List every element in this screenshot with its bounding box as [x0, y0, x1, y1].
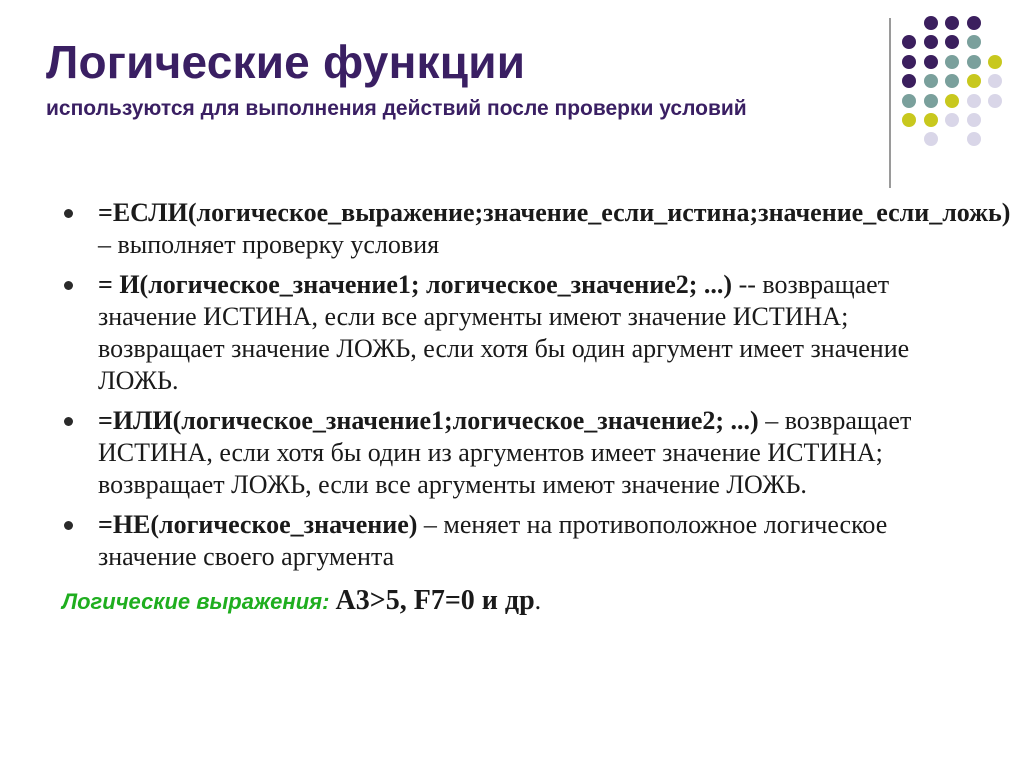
function-list: [62, 197, 1011, 573]
decorative-dot: [945, 74, 959, 88]
decorative-dot: [945, 113, 959, 127]
decorative-dot: [924, 113, 938, 127]
bullet-dot-icon: [64, 209, 73, 218]
note-examples: А3>5, F7=0 и др: [335, 585, 535, 616]
decorative-dot: [967, 55, 981, 69]
bullet-dot-icon: [64, 281, 73, 290]
slide-title: Логические функции: [46, 36, 526, 88]
decorative-dot: [988, 55, 1002, 69]
note-period: .: [534, 586, 542, 615]
decorative-dot: [902, 55, 916, 69]
logical-expressions-note: [62, 585, 962, 618]
slide-body: [62, 197, 1011, 618]
decorative-dot: [967, 35, 981, 49]
decorative-dot: [924, 94, 938, 108]
function-description: – меняет на противоположное логическое значение своего аргумента: [98, 510, 888, 571]
list-item: [62, 269, 962, 397]
decorative-dot: [988, 94, 1002, 108]
decorative-dot: [945, 94, 959, 108]
decorative-dot: [967, 16, 981, 30]
function-description: – возвращает ИСТИНА, если хотя бы один из аргументов имеет значение ИСТИНА; возвращает ЛОЖЬ, если все аргументы имеют значение ЛОЖЬ.: [98, 406, 912, 499]
decorative-dot: [924, 55, 938, 69]
decorative-dot: [902, 94, 916, 108]
note-label: Логические выражения:: [62, 589, 336, 614]
function-formula: =ИЛИ(логическое_значение1;логическое_значение2; ...): [98, 406, 759, 435]
decorative-divider: [889, 18, 891, 188]
decorative-dot: [945, 55, 959, 69]
decorative-dot: [945, 35, 959, 49]
decorative-dot: [967, 74, 981, 88]
list-item: [62, 197, 1011, 261]
decorative-dot: [902, 74, 916, 88]
decorative-dot: [924, 74, 938, 88]
decorative-dot: [967, 132, 981, 146]
decorative-dot: [924, 16, 938, 30]
decorative-dot: [924, 35, 938, 49]
function-description: – выполняет проверку условия: [98, 230, 440, 259]
bullet-dot-icon: [64, 417, 73, 426]
function-formula: =НЕ(логическое_значение): [98, 510, 418, 539]
decorative-dot: [902, 35, 916, 49]
function-formula: =ЕСЛИ(логическое_выражение;значение_если_истина;значение_если_ложь): [98, 198, 1011, 227]
decorative-dot: [924, 132, 938, 146]
decorative-dot: [967, 113, 981, 127]
decorative-dot: [988, 74, 1002, 88]
list-item: [62, 405, 962, 501]
decorative-dot: [902, 113, 916, 127]
bullet-dot-icon: [64, 521, 73, 530]
decorative-dot: [967, 94, 981, 108]
decorative-dot: [945, 16, 959, 30]
function-description: -- возвращает значение ИСТИНА, если все аргументы имеют значение ИСТИНА; возвращает значение ЛОЖЬ, если хотя бы один аргумент имеет значение ЛОЖЬ.: [98, 270, 910, 395]
function-formula: = И(логическое_значение1; логическое_значение2; ...): [98, 270, 733, 299]
list-item: [62, 509, 962, 573]
slide-subtitle: используются для выполнения действий после проверки условий: [46, 97, 747, 120]
